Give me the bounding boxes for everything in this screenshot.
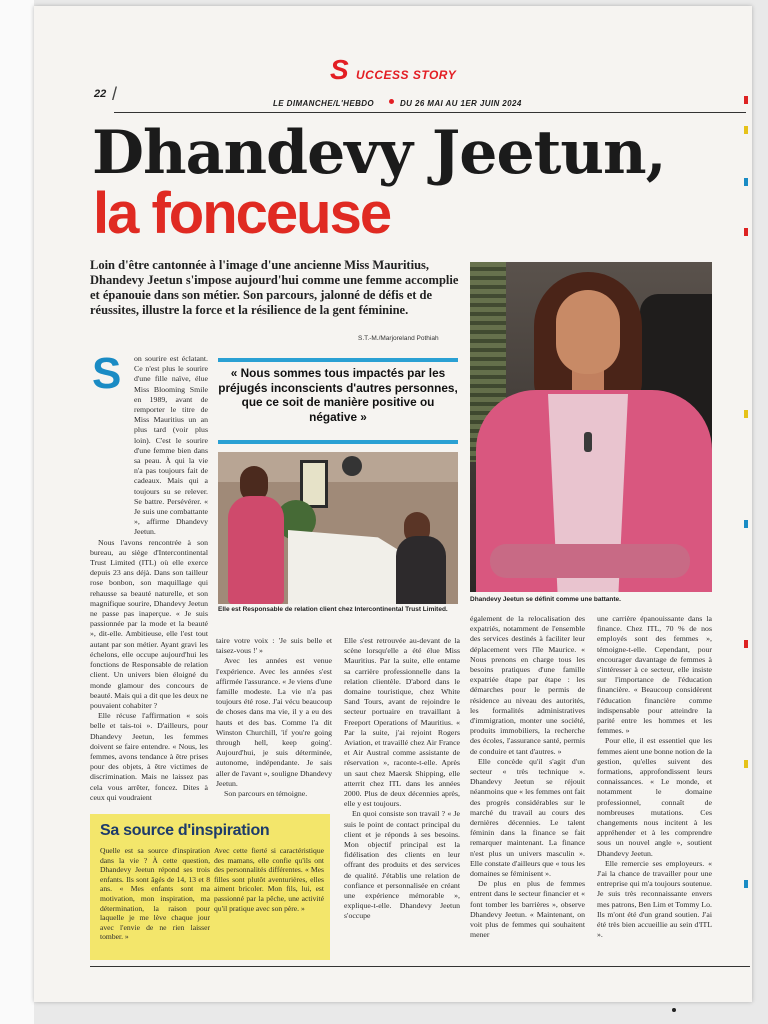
paragraph: En quoi consiste son travail ? « Je suis le point de contact principal du client et je réponds à ses besoins. Mon objectif principal est la fidélisation des clients en leur offrant des produits et des services de qualité. J'établis une relation de confiance et personnalisée en créant une expérience mémorable », explique-t-elle. Dhandevy Jeetun s'occupe — [344, 809, 460, 921]
sidebar-column-2: Avec cette fierté si caractéristique des mamans, elle confie qu'ils ont des personnalités différentes. « Mes filles sont plutôt aventurières, elles aiment bricoler. Mon fils, lui, est passionné par la pêche, une activité qu'il pratique avec son père. » — [214, 846, 324, 913]
paragraph: Avec les années est venue l'expérience. Avec les années s'est affirmée l'assurance. « Je viens d'une famille modeste. La vie n'a pas toujours été rose. J'ai vécu beaucoup de choses dans ma vie, il y a eu des hauts et des bas. Comme l'a dit Winston Churchill, 'if you're going through hell, keep going'. Aujourd'hui, je suis déterminée, autonome, indépendante. Je sais aller de l'avant », souligne Dhandevy Jeetun. — [216, 656, 332, 788]
issue-date: DU 26 MAI AU 1ER JUIN 2024 — [400, 99, 522, 108]
paragraph: on sourire est éclatant. Ce n'est plus le sourire d'une fille naïve, élue Miss Blooming Smile en 1989, avant de remporter le titre de Miss Mauritius un an plus tard (voir plus loin). C'est le sourire d'une femme bien dans sa peau. À qui la vie n'a pas toujours fait de cadeaux. Mais qui a toujours su se relever. Se battre. Persévérer. « Je suis une combattante », affirme Dhandevy Jeetun. — [134, 354, 208, 537]
paragraph: De plus en plus de femmes entrent dans le secteur financier et « font tomber les barrières », observe Dhandevy Jeetun. « Maintenant, on voit plus de femmes qui souhaitent mener — [470, 879, 585, 940]
sidebar-column-1: Quelle est sa source d'inspiration dans la vie ? À cette question, Dhandevy Jeetun répond ses trois enfants. Ils sont âgés de 14, 13 et 8 ans. « Mes enfants sont ma motivation, mon inspiration, ma détermination, la raison pour laquelle je me lève chaque jour avec l'envie de ne rien laisser tomber. » — [100, 846, 210, 942]
page-number-slash: / — [112, 84, 118, 104]
registration-mark — [744, 126, 748, 134]
paragraph: une carrière épanouissante dans la finance. Chez ITL, 70 % de nos employés sont des femmes », témoigne-t-elle. Cependant, pour encourager davantage de femmes à s'intéresser à ce secteur, elle insiste sur l'importance de l'éducation financière. « Beaucoup considèrent l'éducation financière comme indispensable pour atteindre la parité entre les hommes et les femmes. » — [597, 614, 712, 736]
portrait-caption: Dhandevy Jeetun se définit comme une battante. — [470, 596, 621, 603]
registration-mark — [744, 760, 748, 768]
office-photo — [218, 452, 458, 604]
paragraph: également de la relocalisation des expatriés, notamment de l'ensemble des services destinés à faciliter leur déplacement vers l'île Maurice. « Nous prenons en charge tous les besoins pratiques d'une famille expatriée étape par étape : les démarches pour le permis de résidence au niveau des autorités, les formalités administratives d'immigration, monter une société, produits immobiliers, la recherche des écoles, l'assurance santé, permis de conduire et tant d'autres. » — [470, 614, 585, 756]
registration-mark — [744, 880, 748, 888]
article-column-3 — [344, 636, 460, 922]
pull-quote-rule-bottom — [218, 440, 458, 444]
registration-mark — [744, 178, 748, 186]
headline-name: Dhandevy Jeetun, — [92, 118, 666, 188]
paragraph: Elle récuse l'affirmation « sois belle et tais-toi ». D'ailleurs, pour Dhandevy Jeetun, les femmes doivent se faire entendre. « Nous, les femmes, avons tendance à être prises pour des objets, à être victimes de discrimination. Mais ne laissez pas cela vous arrêter, foncez. Dites à ceux qui voudraient — [90, 711, 208, 802]
registration-mark — [744, 96, 748, 104]
drop-cap: S — [92, 349, 122, 398]
headline-tagline: la fonceuse — [93, 181, 391, 246]
section-brand-logo — [330, 54, 470, 86]
paragraph: Pour elle, il est essentiel que les femmes aient une bonne notion de la gestion, qu'elles suivent des formations, approfondissent leurs connaissances. « Le monde, et notamment le domaine professionnel, connaît de nombreuses mutations. Ces changements nous incitent à les appréhender et à les comprendre sous un nouvel angle », soutient Dhandevy Jeetun. — [597, 736, 712, 858]
registration-mark — [744, 228, 748, 236]
paragraph: Elle s'est retrouvée au-devant de la scène lorsqu'elle a été élue Miss Mauritius. Par la suite, elle entame sa carrière professionnelle dans la relation clientèle. D'abord dans le domaine touristique, chez White Sand Tours, avant de rejoindre le secteur portuaire en travaillant à Freeport Operations of Mauritius. « Par la suite, j'ai rejoint Rogers Aviation, et travaillé chez Air France et Air Austral comme assistante de réservation », raconte-t-elle. Après un saut chez Maersk Shipping, elle atterrit chez ITL dans les années 2000. Plus de deux décennies après, elle y est toujours. — [344, 636, 460, 809]
pull-quote: « Nous sommes tous impactés par les préjugés inconscients d'autres personnes, que ce soit de manière positive ou négative » — [218, 366, 458, 424]
paragraph: Elle remercie ses employeurs. « J'ai la chance de travailler pour une entreprise qui m'a toujours soutenue. Je suis très reconnaissante envers mes patrons, Ben Lim et Tommy Lo. Ils m'ont été d'un grand soutien. J'ai été très bien accueillie au sein d'ITL ». — [597, 858, 712, 940]
publication-name: LE DIMANCHE/L'HEBDO — [273, 99, 375, 108]
paragraph: Nous l'avons rencontrée à son bureau, au siège d'Intercontinental Trust Limited (ITL) où elle exerce depuis 23 ans déjà. Dans son tailleur rose bonbon, son maquillage qui rehausse sa beauté naturelle, et son magnifique sourire, Dhandevy Jeetun ne passe pas inaperçue. « Je suis passionnée par la mode et la beauté », dit-elle. Ambitieuse, elle l'est tout autant par son métier. Ayant gravi les échelons, elle occupe aujourd'hui les fonctions de Responsable de relation client. Un univers bien éloigné du monde glamour des concours de beauté. Mais qui a dit que les deux ne pouvaient cohabiter ? — [90, 537, 208, 710]
header-rule — [114, 112, 746, 113]
paragraph: Son parcours en témoigne. — [224, 789, 308, 799]
page-number: 22 — [94, 88, 107, 100]
byline: S.T.-M./Marjoreland Pothiah — [358, 335, 439, 342]
article-column-5 — [597, 614, 712, 941]
registration-mark — [744, 520, 748, 528]
scan-margin — [0, 0, 34, 1024]
footer-rule — [90, 966, 750, 967]
article-column-1 — [90, 349, 208, 803]
section-brand-label: UCCESS STORY — [356, 68, 457, 82]
article-column-2 — [216, 636, 332, 799]
pull-quote-rule-top — [218, 358, 458, 362]
registration-mark — [744, 410, 748, 418]
portrait-photo — [470, 262, 712, 592]
paragraph: Elle concède qu'il s'agit d'un secteur « très technique ». Dhandevy Jeetun se réjouit néanmoins que « les femmes ont fait des progrès considérables sur le marché du travail au cours des dernières décennies. Le talent féminin dans la finance se fait remarquer maintenant. La finance n'est plus un univers masculin ». Elle constate d'ailleurs que « tous les domaines se féminisent ». — [470, 756, 585, 879]
scan-speck — [672, 1008, 676, 1012]
office-photo-caption: Elle est Responsable de relation client chez Intercontinental Trust Limited. — [218, 606, 448, 613]
article-lede: Loin d'être cantonnée à l'image d'une ancienne Miss Mauritius, Dhandevy Jeetun s'impose aujourd'hui comme une femme accomplie et épanouie dans son métier. Son parcours, jalonné de défis et de réussites, illustre la force et la résilience de la gent féminine. — [90, 258, 459, 317]
article-column-4 — [470, 614, 585, 941]
sidebar-title: Sa source d'inspiration — [100, 822, 270, 839]
section-brand-initial: S — [330, 54, 349, 85]
paragraph: taire votre voix : 'Je suis belle et taisez-vous !' » — [216, 636, 332, 656]
separator-dot-icon — [389, 99, 394, 104]
registration-mark — [744, 640, 748, 648]
